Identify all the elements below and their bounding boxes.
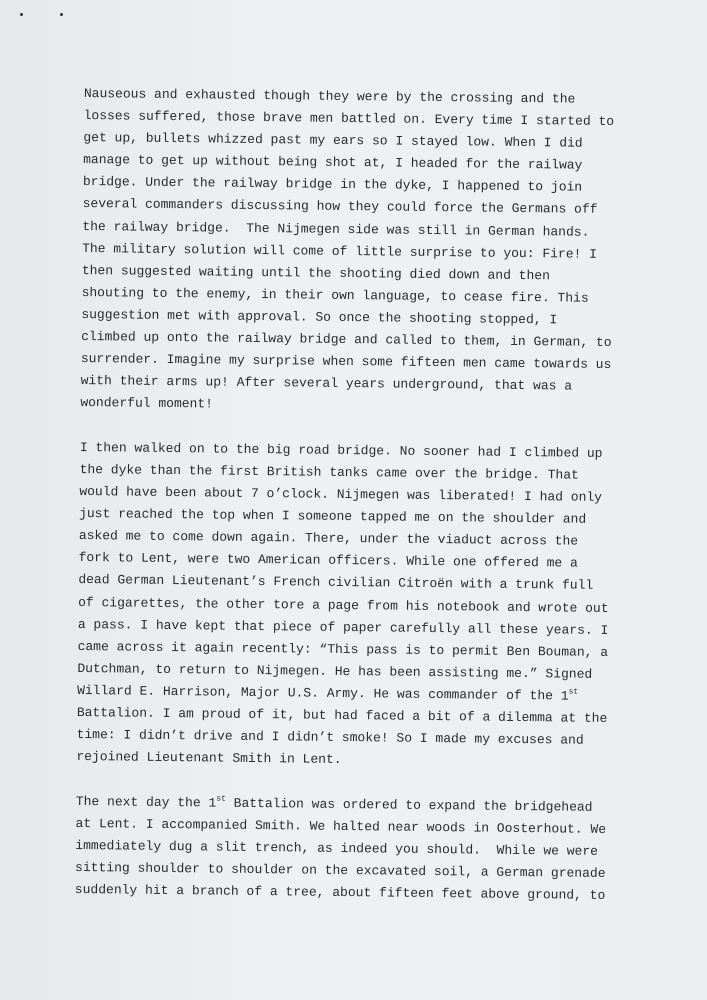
line-text: the railway bridge. The Nijmegen side was still in German hands. [82, 218, 590, 240]
line-text: of cigarettes, the other tore a page from his notebook and wrote out [78, 594, 609, 616]
line-text: I then walked on to the big road bridge. No sooner had I climbed up [79, 439, 603, 461]
line-text: with their arms up! After several years underground, that was a [80, 373, 573, 394]
scan-mark [20, 13, 23, 16]
line-text: The military solution will come of little surprise to you: Fire! I [82, 240, 598, 262]
line-text: wonderful moment! [80, 395, 214, 412]
line-text: the dyke than the first British tanks came over the bridge. That [79, 461, 579, 483]
line-text: shouting to the enemy, in their own language, to cease fire. This [81, 284, 589, 306]
line-text: several commanders discussing how they could force the Germans off [82, 196, 598, 218]
line-text: Willard E. Harrison, Major U.S. Army. He was commander of the 1 [77, 682, 569, 704]
line-text: get up, bullets whizzed past my ears so I stayed low. When I did [83, 130, 583, 151]
line-text: asked me to come down again. There, under the viaduct across the [78, 528, 579, 549]
line-text: Battalion was ordered to expand the bridgehead [225, 795, 593, 815]
line-text: surrender. Imagine my surprise when some fifteen men came towards us [80, 351, 612, 373]
line-text: The next day the 1 [75, 793, 217, 811]
paragraph [76, 437, 640, 775]
line-text: bridge. Under the railway bridge in the dyke, I happened to join [82, 174, 583, 196]
line-text: climbed up onto the railway bridge and called to them, in German, to [81, 329, 612, 351]
scan-mark [60, 13, 63, 16]
line-text: a pass. I have kept that piece of paper carefully all these years. I [77, 616, 609, 638]
paragraph [80, 83, 644, 421]
line-text: fork to Lent, were two American officers. While one offered me a [78, 550, 578, 572]
line-text: Battalion. I am proud of it, but had faced a bit of a dilemma at the [76, 704, 608, 727]
superscript: st [216, 794, 226, 804]
document-page [74, 83, 644, 930]
line-text: suggestion met with approval. So once the shooting stopped, I [81, 306, 558, 328]
line-text: dead German Lieutenant’s French civilian Citroën with a trunk full [78, 572, 594, 594]
line-text: manage to get up without being shot at, I headed for the railway [83, 152, 583, 173]
line-text: immediately dug a slit trench, as indeed you should. While we were [75, 837, 599, 859]
line-text: at Lent. I accompanied Smith. We halted near woods in Oosterhout. We [75, 815, 607, 837]
line-text: Nauseous and exhausted though they were by the crossing and the [83, 85, 576, 107]
line-text: time: I didn’t drive and I didn’t smoke! So I made my excuses and [76, 727, 584, 748]
line-text: sitting shoulder to shoulder on the excavated soil, a German grenade [75, 860, 606, 882]
paragraph [75, 791, 636, 908]
line-text: came across it again recently: “This pass is to permit Ben Bouman, a [77, 638, 609, 660]
line-text: then suggested waiting until the shooting died down and then [81, 262, 551, 284]
line-text: losses suffered, those brave men battled on. Every time I started to [83, 108, 615, 130]
superscript: st [568, 687, 579, 697]
line-text: suddenly hit a branch of a tree, about fifteen feet above ground, to [74, 882, 606, 904]
line-text: just reached the top when I someone tapped me on the shoulder and [79, 506, 587, 527]
line-text: would have been about 7 o’clock. Nijmegen was liberated! I had only [79, 484, 603, 505]
line-text: Dutchman, to return to Nijmegen. He has been assisting me.” Signed [77, 660, 593, 682]
line-text: rejoined Lieutenant Smith in Lent. [76, 749, 342, 768]
